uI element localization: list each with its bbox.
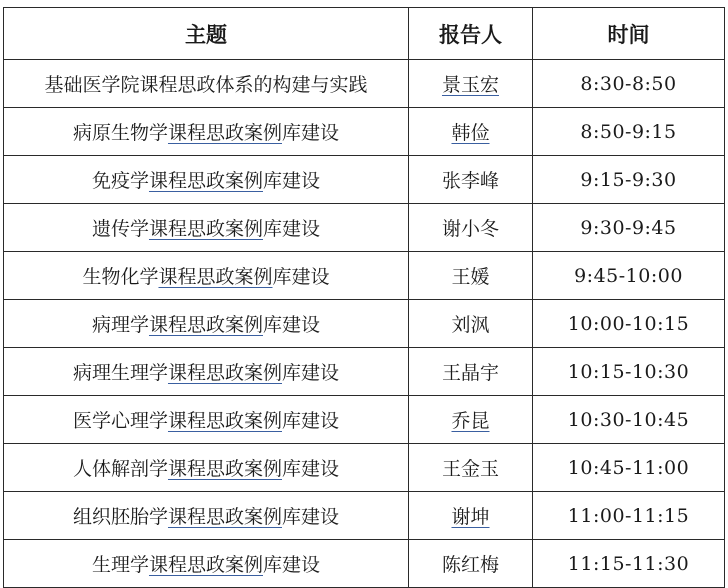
speaker-cell — [409, 348, 533, 396]
topic-underlined: 课程思政案例 — [148, 554, 263, 576]
time-cell: 8:30-8:50 — [533, 60, 725, 108]
topic-suffix: 库建设 — [272, 266, 330, 288]
topic-suffix: 库建设 — [282, 506, 340, 528]
topic-suffix: 库建设 — [282, 362, 340, 384]
speaker-cell — [409, 108, 533, 156]
time-cell: 10:30-10:45 — [533, 396, 725, 444]
topic-prefix: 基础医学院课程思政体系的构建与实践 — [44, 74, 368, 96]
speaker-cell — [409, 396, 533, 444]
header-speaker: 报告人 — [409, 8, 533, 60]
speaker-cell — [409, 156, 533, 204]
table-row — [4, 540, 725, 588]
topic-suffix: 库建设 — [263, 218, 321, 240]
table-row — [4, 444, 725, 492]
time-cell: 10:45-11:00 — [533, 444, 725, 492]
topic-cell — [4, 108, 409, 156]
speaker-cell — [409, 444, 533, 492]
time-cell: 11:00-11:15 — [533, 492, 725, 540]
topic-prefix: 遗传学 — [91, 218, 149, 240]
topic-prefix: 病原生物学 — [72, 122, 168, 144]
topic-suffix: 库建设 — [263, 170, 321, 192]
time-cell: 9:45-10:00 — [533, 252, 725, 300]
topic-prefix: 生物化学 — [82, 266, 159, 288]
topic-cell — [4, 60, 409, 108]
table-row — [4, 108, 725, 156]
speaker-name: 韩俭 — [451, 122, 490, 144]
speaker-name: 张李峰 — [441, 170, 499, 192]
time-cell: 9:30-9:45 — [533, 204, 725, 252]
topic-prefix: 免疫学 — [91, 170, 149, 192]
table-row — [4, 60, 725, 108]
topic-suffix: 库建设 — [282, 122, 340, 144]
time-cell: 10:15-10:30 — [533, 348, 725, 396]
speaker-name: 谢小冬 — [441, 218, 499, 240]
topic-underlined: 课程思政案例 — [167, 506, 282, 528]
topic-cell — [4, 204, 409, 252]
speaker-cell — [409, 60, 533, 108]
speaker-cell — [409, 204, 533, 252]
speaker-name: 王媛 — [451, 266, 490, 288]
speaker-name: 景玉宏 — [441, 74, 499, 96]
table-row — [4, 396, 725, 444]
topic-suffix: 库建设 — [282, 410, 340, 432]
topic-prefix: 组织胚胎学 — [72, 506, 168, 528]
table-row — [4, 300, 725, 348]
topic-cell — [4, 444, 409, 492]
topic-prefix: 人体解剖学 — [72, 458, 168, 480]
speaker-name: 王晶宇 — [441, 362, 499, 384]
topic-prefix: 医学心理学 — [72, 410, 168, 432]
speaker-cell — [409, 540, 533, 588]
topic-cell — [4, 348, 409, 396]
schedule-table — [3, 7, 725, 588]
topic-prefix: 病理学 — [91, 314, 149, 336]
topic-underlined: 课程思政案例 — [148, 218, 263, 240]
speaker-name: 陈红梅 — [441, 554, 499, 576]
header-time: 时间 — [533, 8, 725, 60]
table-row — [4, 204, 725, 252]
table-row — [4, 348, 725, 396]
topic-underlined: 课程思政案例 — [167, 362, 282, 384]
topic-underlined: 课程思政案例 — [148, 314, 263, 336]
topic-prefix: 病理生理学 — [72, 362, 168, 384]
speaker-name: 刘沨 — [451, 314, 490, 336]
speaker-name: 谢坤 — [451, 506, 490, 528]
topic-underlined: 课程思政案例 — [158, 266, 273, 288]
table-row — [4, 252, 725, 300]
speaker-cell — [409, 300, 533, 348]
topic-cell — [4, 540, 409, 588]
speaker-name: 乔昆 — [451, 410, 490, 432]
speaker-cell — [409, 252, 533, 300]
topic-underlined: 课程思政案例 — [167, 410, 282, 432]
table-row — [4, 156, 725, 204]
topic-underlined: 课程思政案例 — [167, 122, 282, 144]
speaker-name: 王金玉 — [441, 458, 499, 480]
header-topic: 主题 — [4, 8, 409, 60]
time-cell: 10:00-10:15 — [533, 300, 725, 348]
speaker-cell — [409, 492, 533, 540]
time-cell: 9:15-9:30 — [533, 156, 725, 204]
table-row — [4, 492, 725, 540]
topic-cell — [4, 492, 409, 540]
topic-suffix: 库建设 — [282, 458, 340, 480]
topic-underlined: 课程思政案例 — [148, 170, 263, 192]
topic-underlined: 课程思政案例 — [167, 458, 282, 480]
header-row — [4, 8, 725, 60]
topic-prefix: 生理学 — [91, 554, 149, 576]
topic-cell — [4, 396, 409, 444]
topic-cell — [4, 156, 409, 204]
time-cell: 8:50-9:15 — [533, 108, 725, 156]
schedule-body — [4, 60, 725, 588]
time-cell: 11:15-11:30 — [533, 540, 725, 588]
topic-suffix: 库建设 — [263, 554, 321, 576]
topic-cell — [4, 252, 409, 300]
topic-suffix: 库建设 — [263, 314, 321, 336]
topic-cell — [4, 300, 409, 348]
